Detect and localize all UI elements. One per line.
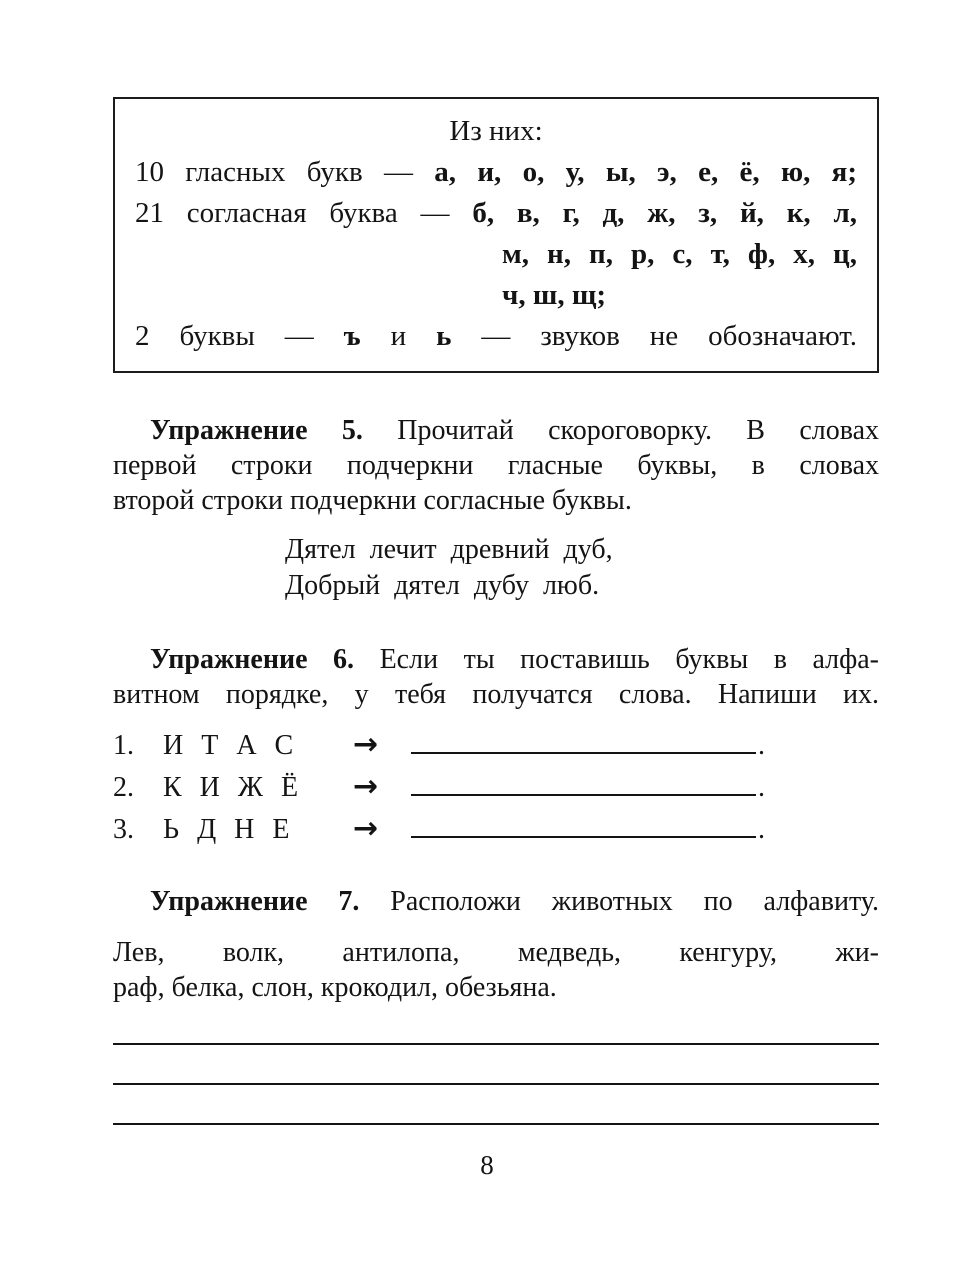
tongue-twister-line2: Добрый дятел дубу люб. [285, 570, 600, 601]
vowels-label: 10 гласных букв — [135, 156, 435, 188]
blank-period: . [758, 772, 765, 803]
exercise5-label: Упражнение 5. [150, 415, 363, 446]
item-letters: К И Ж Ё [163, 772, 300, 803]
consonants-line-2 [135, 234, 857, 275]
signs-prefix: 2 буквы — [135, 320, 344, 352]
page-number: 8 [480, 1150, 494, 1180]
consonants-letters-3: ч, ш, щ; [502, 279, 606, 311]
tongue-twister [285, 532, 879, 604]
exercise5-text-1: Прочитай скороговорку. В словах [397, 415, 880, 446]
exercise6-text-1: Если ты поставишь буквы в алфа- [379, 644, 879, 675]
exercise7-text: Расположи животных по алфавиту. [390, 886, 880, 917]
consonants-line-3 [135, 275, 857, 316]
write-line [113, 1005, 879, 1045]
item-letters: И Т А С [163, 730, 295, 761]
page-content [113, 0, 879, 1125]
consonants-line [135, 193, 857, 234]
signs-line [135, 316, 857, 357]
item-number: 3. [113, 814, 134, 845]
write-line [113, 1045, 879, 1085]
tongue-twister-line1: Дятел лечит древний дуб, [285, 534, 613, 565]
item-letters: Ь Д Н Е [163, 814, 291, 845]
item-number: 1. [113, 730, 134, 761]
consonants-label: 21 согласная буква — [135, 197, 473, 229]
exercise7-intro-line [113, 884, 879, 919]
signs-middle: и [360, 320, 437, 352]
animals-line1: Лев, волк, антилопа, медведь, кенгуру, жи- [113, 937, 879, 968]
item-number: 2. [113, 772, 134, 803]
exercise6-intro-line1 [113, 642, 879, 677]
exercise5-intro-line2: первой строки подчеркни гласные буквы, в словах [113, 450, 879, 481]
exercise6-item-3 [113, 810, 879, 852]
blank-period: . [758, 814, 765, 845]
vowels-line [135, 152, 857, 193]
answer-blank [411, 810, 756, 838]
signs-suffix: — звуков не обозначают. [451, 320, 858, 352]
soft-sign: ь [436, 320, 452, 352]
blank-period: . [758, 730, 765, 761]
exercise5-intro-line3: второй строки подчеркни согласные буквы. [113, 485, 632, 516]
exercise7-animals [113, 935, 879, 1005]
answer-blank [411, 768, 756, 796]
arrow-icon: → [353, 769, 379, 804]
write-line [113, 1085, 879, 1125]
arrow-icon: → [353, 811, 379, 846]
exercise7-label: Упражнение 7. [150, 886, 360, 917]
exercise6-label: Упражнение 6. [150, 644, 355, 675]
exercise6-intro [113, 642, 879, 712]
consonants-letters-1: б, в, г, д, ж, з, й, к, л, [472, 197, 857, 229]
answer-blank [411, 726, 756, 754]
exercise5-intro [113, 413, 879, 518]
letters-info-box [113, 97, 879, 373]
exercise5-intro-line1 [113, 413, 879, 448]
vowels-letters: а, и, о, у, ы, э, е, ё, ю, я; [434, 156, 858, 188]
exercise6-items [113, 726, 879, 852]
answer-write-lines [113, 1005, 879, 1125]
info-box-title: Из них: [449, 115, 543, 147]
exercise6-item-2 [113, 768, 879, 810]
arrow-icon: → [353, 727, 379, 762]
exercise6-intro-line2: витном порядке, у тебя получатся слова. Напиши их. [113, 679, 879, 710]
animals-line2: раф, белка, слон, крокодил, обезьяна. [113, 972, 557, 1003]
consonants-letters-2: м, н, п, р, с, т, ф, х, ц, [502, 238, 857, 270]
exercise6-item-1 [113, 726, 879, 768]
hard-sign: ъ [343, 320, 361, 352]
exercise7-intro [113, 884, 879, 919]
